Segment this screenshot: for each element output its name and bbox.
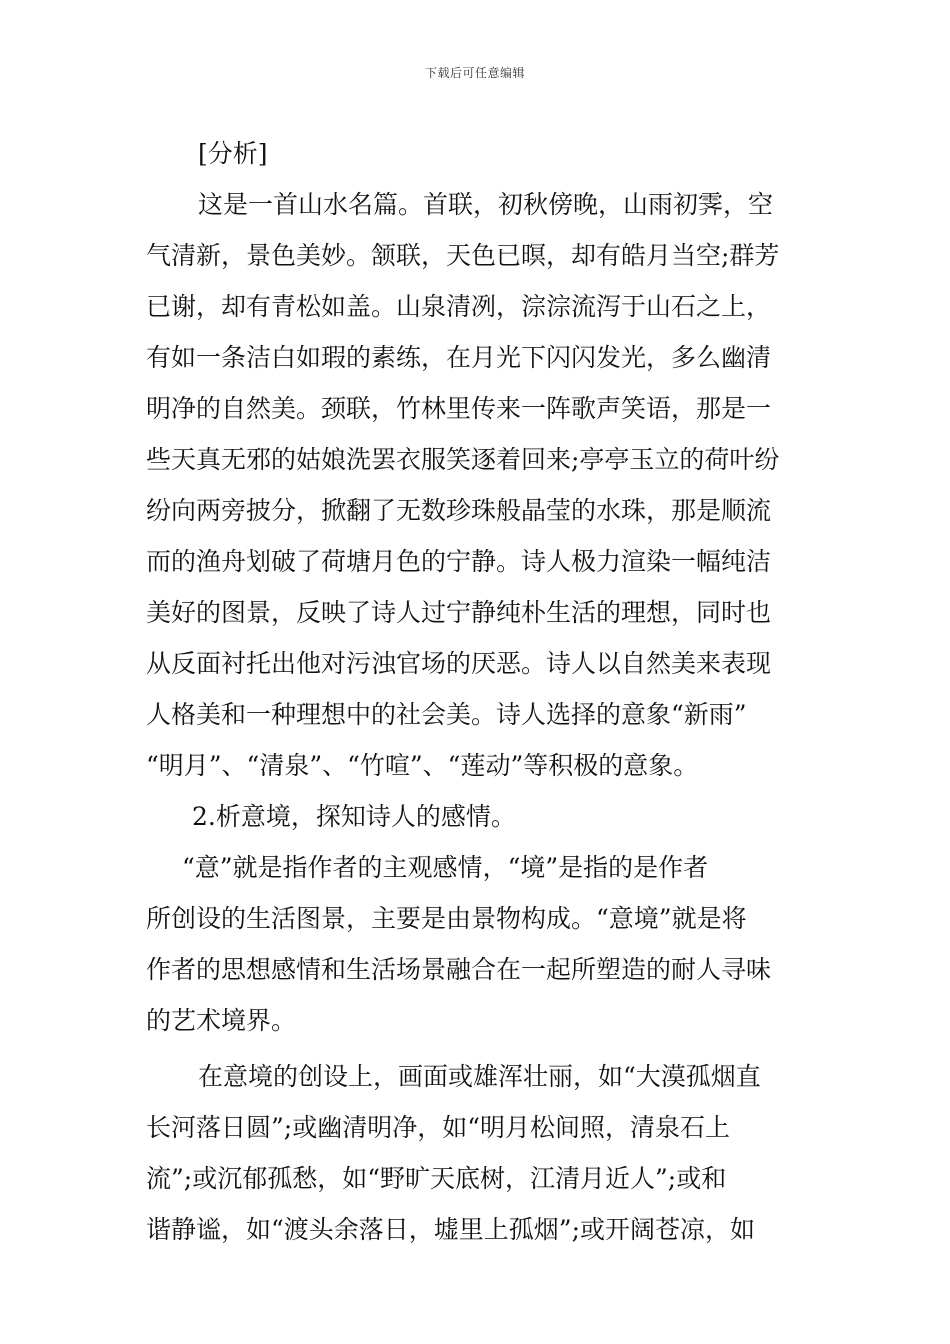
paragraph-line: “明月”、“清泉”、“竹喧”、“莲动”等积极的意象。 (146, 751, 699, 780)
paragraph-line: 从反面衬托出他对污浊官场的厌恶。诗人以自然美来表现 (146, 649, 772, 678)
paragraph-line: 纷向两旁披分，掀翻了无数珍珠般晶莹的水珠，那是顺流 (146, 496, 772, 525)
paragraph-line: 这是一首山水名篇。首联，初秋傍晚，山雨初霁，空 (198, 190, 774, 219)
paragraph-line: “意”就是指作者的主观感情，“境”是指的是作者 (182, 853, 709, 882)
paragraph-line: 已谢，却有青松如盖。山泉清冽，淙淙流泻于山石之上， (146, 292, 772, 321)
paragraph-line: 而的渔舟划破了荷塘月色的宁静。诗人极力渲染一幅纯洁 (146, 547, 772, 576)
paragraph-line: 的艺术境界。 (146, 1006, 297, 1035)
paragraph-line: 在意境的创设上，画面或雄浑壮丽，如“大漠孤烟直 (198, 1062, 761, 1091)
paragraph-line: 谐静谧，如“渡头余落日，墟里上孤烟”;或开阔苍凉，如 (146, 1215, 755, 1244)
paragraph-line: 有如一条洁白如瑕的素练，在月光下闪闪发光，多么幽清 (146, 343, 772, 372)
section-heading: 2.析意境，探知诗人的感情。 (192, 802, 516, 831)
section-label-analysis: [分析] (198, 139, 268, 168)
paragraph-line: 气清新，景色美妙。颔联，天色已暝，却有皓月当空;群芳 (146, 241, 780, 270)
paragraph-line: 人格美和一种理想中的社会美。诗人选择的意象“新雨” (146, 700, 747, 729)
paragraph-line: 美好的图景，反映了诗人过宁静纯朴生活的理想，同时也 (146, 598, 772, 627)
paragraph-line: 流”;或沉郁孤愁，如“野旷天底树，江清月近人”;或和 (146, 1164, 727, 1193)
paragraph-line: 所创设的生活图景，主要是由景物构成。“意境”就是将 (146, 904, 747, 933)
paragraph-line: 长河落日圆”;或幽清明净，如“明月松间照，清泉石上 (146, 1113, 730, 1142)
paragraph-line: 作者的思想感情和生活场景融合在一起所塑造的耐人寻味 (146, 955, 772, 984)
document-body (146, 128, 806, 1255)
paragraph-line: 些天真无邪的姑娘洗罢衣服笑逐着回来;亭亭玉立的荷叶纷 (146, 445, 780, 474)
paragraph-line: 明净的自然美。颈联，竹林里传来一阵歌声笑语，那是一 (146, 394, 772, 423)
page-header: 下载后可任意编辑 (424, 66, 525, 80)
